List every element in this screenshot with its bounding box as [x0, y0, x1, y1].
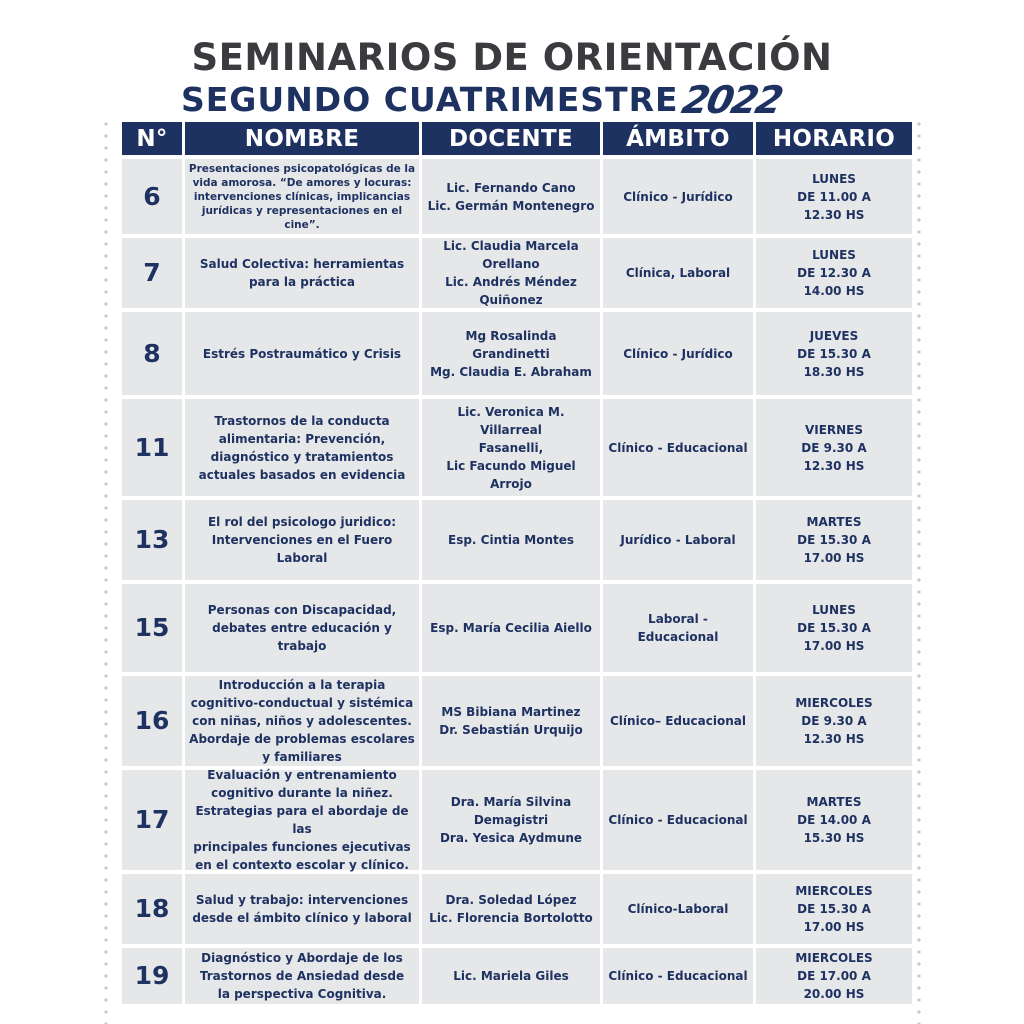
- subtitle-wrap: [181, 76, 785, 124]
- teacher: Lic. Claudia Marcela Orellano Lic. Andrés Méndez Quiñonez: [422, 238, 600, 308]
- schedule: MARTES DE 15.30 A 17.00 HS: [756, 500, 912, 580]
- seminar-name: Presentaciones psicopatológicas de la vida amorosa. “De amores y locuras: intervenciones clínicas, implicancias jurídicas y representaciones en el cine”.: [185, 159, 419, 234]
- schedule: MARTES DE 14.00 A 15.30 HS: [756, 770, 912, 870]
- page-subtitle: SEGUNDO CUATRIMESTRE: [181, 80, 679, 119]
- row-number: 13: [122, 500, 182, 580]
- area: Clínico - Educacional: [603, 399, 753, 496]
- teacher: Esp. María Cecilia Aiello: [422, 584, 600, 672]
- area: Clínico - Jurídico: [603, 159, 753, 234]
- area: Laboral - Educacional: [603, 584, 753, 672]
- row-number: 17: [122, 770, 182, 870]
- schedule: LUNES DE 12.30 A 14.00 HS: [756, 238, 912, 308]
- row-number: 15: [122, 584, 182, 672]
- seminar-name: Estrés Postraumático y Crisis: [185, 312, 419, 395]
- dotted-border-right: [916, 118, 922, 1024]
- row-number: 16: [122, 676, 182, 766]
- area: Jurídico - Laboral: [603, 500, 753, 580]
- page-title: SEMINARIOS DE ORIENTACIÓN: [191, 36, 833, 79]
- row-number: 19: [122, 948, 182, 1004]
- teacher: Lic. Fernando Cano Lic. Germán Montenegro: [422, 159, 600, 234]
- area: Clínico - Jurídico: [603, 312, 753, 395]
- teacher: Esp. Cintia Montes: [422, 500, 600, 580]
- row-number: 8: [122, 312, 182, 395]
- row-number: 6: [122, 159, 182, 234]
- header-teacher: DOCENTE: [422, 122, 600, 155]
- area: Clínica, Laboral: [603, 238, 753, 308]
- seminar-name: Evaluación y entrenamiento cognitivo durante la niñez. Estrategias para el abordaje de las principales funciones ejecutivas en el contexto escolar y clínico.: [185, 770, 419, 870]
- teacher: Dra. Soledad López Lic. Florencia Bortolotto: [422, 874, 600, 944]
- seminar-name: Salud y trabajo: intervenciones desde el ámbito clínico y laboral: [185, 874, 419, 944]
- schedule: MIERCOLES DE 9.30 A 12.30 HS: [756, 676, 912, 766]
- area: Clínico - Educacional: [603, 770, 753, 870]
- area: Clínico-Laboral: [603, 874, 753, 944]
- teacher: Dra. María Silvina Demagistri Dra. Yesica Aydmune: [422, 770, 600, 870]
- schedule: VIERNES DE 9.30 A 12.30 HS: [756, 399, 912, 496]
- row-number: 7: [122, 238, 182, 308]
- row-number: 11: [122, 399, 182, 496]
- teacher: MS Bibiana Martinez Dr. Sebastián Urquijo: [422, 676, 600, 766]
- seminar-name: Salud Colectiva: herramientas para la práctica: [185, 238, 419, 308]
- seminar-name: Introducción a la terapia cognitivo-conductual y sistémica con niñas, niños y adolescentes. Abordaje de problemas escolares y familiares: [185, 676, 419, 766]
- row-number: 18: [122, 874, 182, 944]
- header-area: ÁMBITO: [603, 122, 753, 155]
- schedule: LUNES DE 11.00 A 12.30 HS: [756, 159, 912, 234]
- schedule: JUEVES DE 15.30 A 18.30 HS: [756, 312, 912, 395]
- seminar-name: El rol del psicologo juridico: Intervenciones en el Fuero Laboral: [185, 500, 419, 580]
- schedule: MIERCOLES DE 17.00 A 20.00 HS: [756, 948, 912, 1004]
- schedule: MIERCOLES DE 15.30 A 17.00 HS: [756, 874, 912, 944]
- header-num: N°: [122, 122, 182, 155]
- seminar-name: Trastornos de la conducta alimentaria: Prevención, diagnóstico y tratamientos actuales basados en evidencia: [185, 399, 419, 496]
- area: Clínico– Educacional: [603, 676, 753, 766]
- header-schedule: HORARIO: [756, 122, 912, 155]
- teacher: Lic. Veronica M. Villarreal Fasanelli, Lic Facundo Miguel Arrojo: [422, 399, 600, 496]
- area: Clínico - Educacional: [603, 948, 753, 1004]
- seminars-table: [122, 122, 906, 1004]
- year-label: 2022: [677, 78, 785, 122]
- teacher: Mg Rosalinda Grandinetti Mg. Claudia E. Abraham: [422, 312, 600, 395]
- dotted-border-left: [103, 118, 109, 1024]
- header-name: NOMBRE: [185, 122, 419, 155]
- teacher: Lic. Mariela Giles: [422, 948, 600, 1004]
- schedule: LUNES DE 15.30 A 17.00 HS: [756, 584, 912, 672]
- seminar-name: Personas con Discapacidad, debates entre educación y trabajo: [185, 584, 419, 672]
- seminar-name: Diagnóstico y Abordaje de los Trastornos de Ansiedad desde la perspectiva Cognitiva.: [185, 948, 419, 1004]
